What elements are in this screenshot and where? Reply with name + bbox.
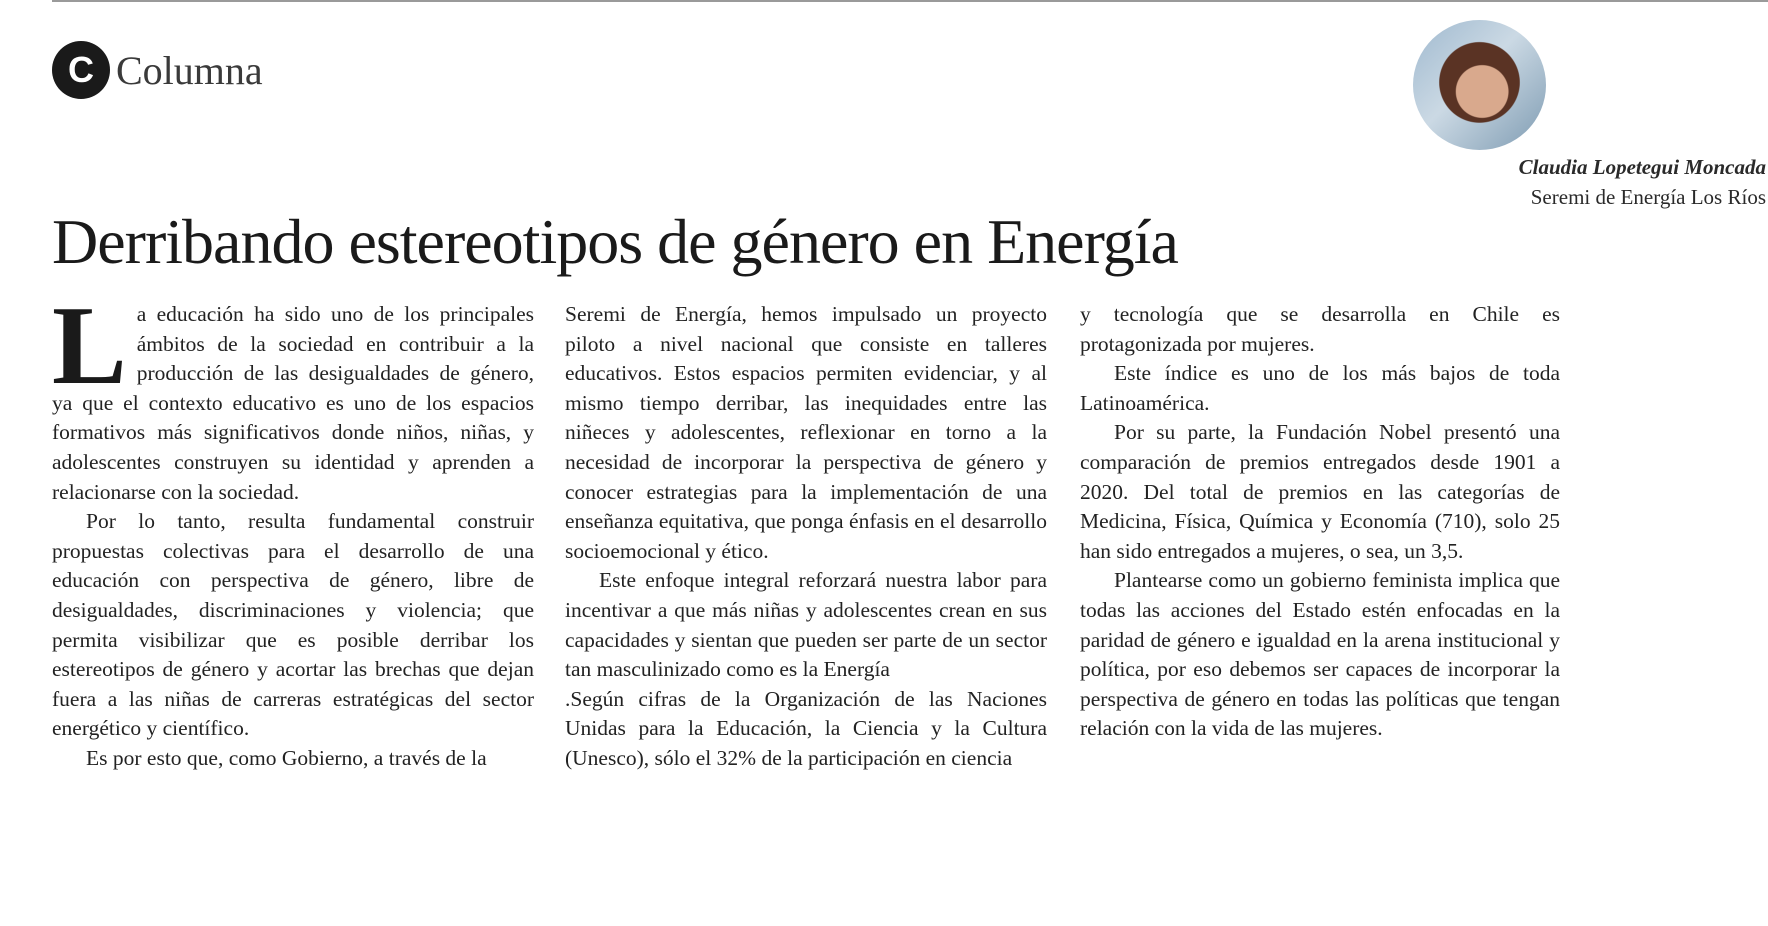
paragraph: Seremi de Energía, hemos impulsado un proyecto piloto a nivel nacional que consiste en talleres educativos. Estos espacios permiten evidenciar, y al mismo tiempo derribar, las inequidades entre las niñeces y adolescentes, reflexionar en torno a la necesidad de incorporar la perspectiva de género y conocer estrategias para la implementación de una enseñanza equitativa, que ponga énfasis en el desarrollo socioemocional y ético. (565, 302, 1047, 563)
paragraph: Plantearse como un gobierno feminista implica que todas las acciones del Estado estén enfocadas en la paridad de género e igualdad en la arena institucional y política, por eso debemos ser capaces de incorporar la perspectiva de género en todas las políticas que tengan relación con la vida de las mujeres. (1080, 568, 1560, 741)
paragraph: Este enfoque integral reforzará nuestra labor para incentivar a que más niñas y adolescentes crean en sus capacidades y sientan que pueden ser parte de un sector tan masculinizado como es la Energía (565, 568, 1047, 682)
article-column-2 (565, 300, 1047, 774)
author-photo (1413, 20, 1546, 150)
paragraph (52, 284, 534, 507)
article-column-3 (1080, 300, 1560, 744)
author-role: Seremi de Energía Los Ríos (1530, 185, 1766, 209)
headline: Derribando estereotipos de género en Energía (52, 206, 1178, 277)
section-label (52, 40, 263, 100)
column-badge-icon: C (52, 41, 110, 99)
paragraph: Este índice es uno de los más bajos de toda Latinoamérica. (1080, 361, 1560, 415)
paragraph: .Según cifras de la Organización de las Naciones Unidas para la Educación, la Ciencia y la Cultura (Unesco), sólo el 32% de la participación en ciencia (565, 686, 1047, 770)
paragraph: y tecnología que se desarrolla en Chile es protagonizada por mujeres. (1080, 302, 1560, 356)
dropcap: L (52, 284, 127, 408)
paragraph: Por lo tanto, resulta fundamental construir propuestas colectivas para el desarrollo de una educación con perspectiva de género, libre de desigualdades, discriminaciones y violencia; que permita visibilizar que es posible derribar los estereotipos de género y acortar las brechas que dejan fuera a las niñas de carreras estratégicas del sector energético y científico. (52, 509, 534, 741)
paragraph: Por su parte, la Fundación Nobel presentó una comparación de premios entregados desde 1901 a 2020. Del total de premios en las categorías de Medicina, Física, Química y Economía (710), solo 25 han sido entregados a mujeres, o sea, un 3,5. (1080, 420, 1560, 563)
paragraph: Es por esto que, como Gobierno, a través de la (86, 745, 487, 770)
paragraph-text: a educación ha sido uno de los principales ámbitos de la sociedad en contribuir a la producción de las desigualdades de género, ya que el contexto educativo es uno de los espacios formativos más significativos donde niños, niñas, y adolescentes construyen su identidad y aprenden a relacionarse con la sociedad. (52, 302, 534, 504)
top-rule (52, 0, 1768, 2)
section-title: Columna (116, 47, 263, 93)
author-name: Claudia Lopetegui Moncada (1518, 155, 1766, 179)
article-column-1 (52, 284, 534, 774)
